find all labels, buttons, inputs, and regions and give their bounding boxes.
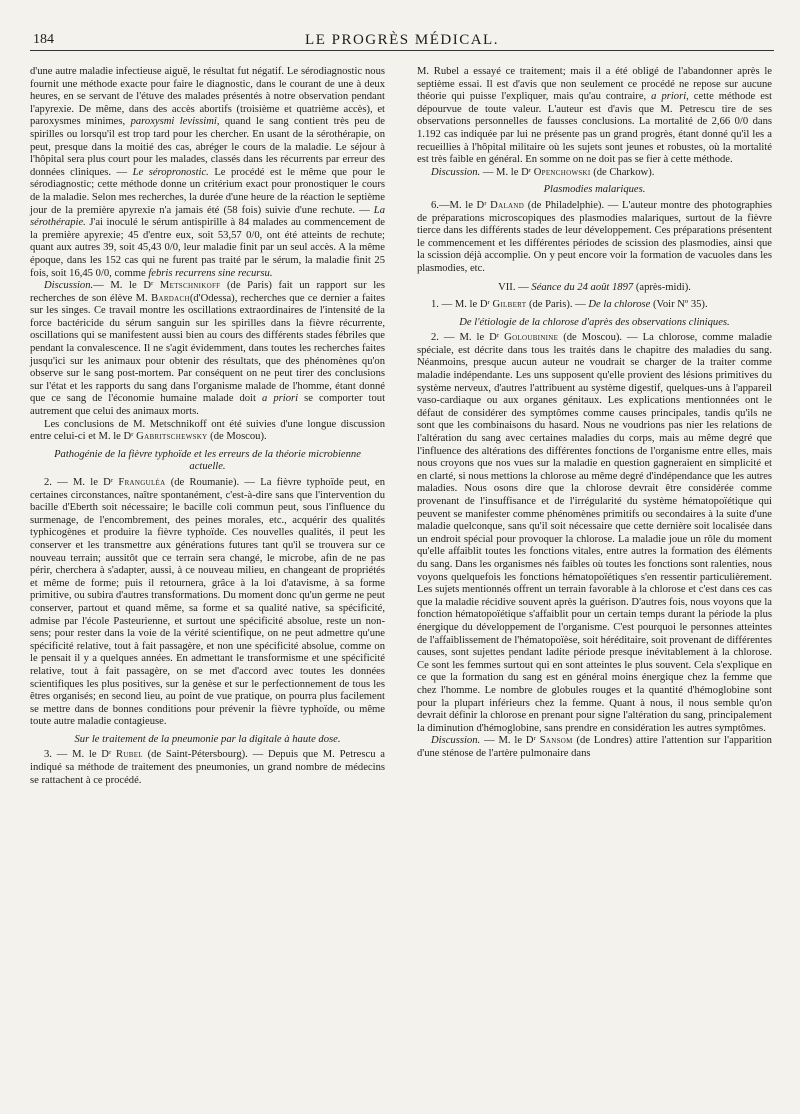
section-heading: Sur le traitement de la pneumonie par la digitale à haute dose. <box>74 733 341 745</box>
paragraph: 6.—M. le Dʳ Daland (de Philadelphie). — L'auteur montre des photographies de préparations microscopiques des plasmodies malariques, surtout de la fièvre tierce dans les différents stades de leur développement. Ces préparations présentent le commencement et les différentes périodes de scission des plasmodies, ainsi que la scission déjà accomplie. On y peut encore voir la formation de vacuoles dans les plasmodies, etc. <box>417 199 772 274</box>
paragraph: M. Rubel a essayé ce traitement; mais il a été obligé de l'abandonner après le septième essai. Il est d'avis que non seulement ce procédé ne repose sur aucune théorie qui puisse l'expliquer, mais qu'au contraire, a priori, cette méthode est dépourvue de toute valeur. L'auteur est d'avis que M. Petrescu tire de ses observations personnelles de fausses conclusions. La mortalité de 2,66 0/0 dans 1.192 cas indiquée par lui ne présente pas un grand progrès, étant donné qu'il les a recueillies à l'hôpital militaire où les sujets sont jeunes et robustes, où la mortalité est très faible en général. En somme on ne doit pas se fier à cette méthode. <box>417 66 772 166</box>
paragraph: 2. — M. le Dʳ Goloubinine (de Moscou). — La chlorose, comme maladie spéciale, est décrite dans tous les traités dans le chapitre des maladies du sang. Néanmoins, presque aucun auteur ne voudrait se charger de la traiter comme maladie indépendante. Les uns supposent qu'elle provient des lésions primitives du système nerveux, d'autres l'attribuent au système digestif, quelques-uns à l'appareil vaso-cardiaque ou aux organes génitaux. Les explications mentionnées ont le défaut de considérer des symptômes comme causes principales, tandis qu'ils ne sont que les combinaisons du hasard. Nous ne voudrions pas nier les relations de l'altération du sang avec certaines maladies du corps, mais au même degré que l'influence des altérations des différentes fonctions de l'organisme entre elles, mais nous croyons que nos vues sur la maladie en question gagneraient en simplicité et en clarté, si nous mettions la chlorose au même degré d'indépendance que les autres maladies. Nous osons dire que la chlorose devrait être considérée comme provenant de l'insuffisance et de l'irrégularité du système hématopoïétique qui peuvent se manifester comme phénomènes primitifs ou secondaires à la suite d'une maladie quelconque, sans qu'il soit nécessaire que cette dernière soit localisée dans un endroit spécial pour provoquer la chlorose. La maladie joue un rôle du moment qu'elle affaiblit toutes les fonctions vitales, entre autres la formation des éléments du sang. Dans les organismes nés faibles où toutes les fonctions sont ralenties, nous voyons quelquefois les fonctions hématopoïétiques s'en ressentir particulièrement. Les sujets mentionnés offrent un terrain favorable à la chlorose et c'est dans ces cas que la maladie récidive souvent après la guérison. D'autres fois, nous voyons que la fonction hématopoïétique s'affaiblit pour un certain temps durant la période la plus énergique du développement de l'organisme. C'est pourquoi le personnes atteintes de l'affaiblissement de l'hématopoïèse, soit héréditaire, soit provenant de différentes causes, sont sujettes pendant ladite période presque inévitablement à la chlorose. Ce sont les femmes surtout qui en sont atteintes le plus souvent. Cela s'explique en ce que la formation du sang est en général moins énergique chez la femme que chez l'homme. Le nombre de globules rouges et la quantité d'hémoglobine sont pour la plupart inférieurs chez la femme. Quant à nous, il nous semble qu'on devrait définir la chlorose en prenant pour signe l'altération du sang, principalement la diminution d'hémoglobine, sans prendre en considération les autres symptômes. <box>417 332 772 734</box>
left-column <box>30 66 385 787</box>
paragraph: Les conclusions de M. Metschnikoff ont été suivies d'une longue discussion entre celui-ci et M. le Dʳ Gabritschewsky (de Moscou). <box>30 418 385 443</box>
section-heading: Pathogénie de la fièvre typhoïde et les erreurs de la théorie microbienne actuelle. <box>54 448 361 473</box>
paragraph: 1. — M. le Dʳ Gilbert (de Paris). — De la chlorose (Voir Nº 35). <box>431 299 708 311</box>
session-heading: VII. — Séance du 24 août 1897 (après-midi). <box>498 281 691 293</box>
section-heading: Plasmodies malariques. <box>543 184 646 196</box>
section-heading: De l'étiologie de la chlorose d'après des observations cliniques. <box>459 316 730 328</box>
paragraph: 3. — M. le Dʳ Rubel (de Saint-Pétersbourg). — Depuis que M. Petrescu a indiqué sa méthode de traitement des pneumonies, un grand nombre de médecins se rattachent à ce procédé. <box>30 749 385 786</box>
page-header <box>30 26 774 51</box>
right-column <box>417 66 772 760</box>
discussion-paragraph: Discussion. — M. le Dʳ Sansom (de Londres) attire l'attention sur l'apparition d'une sténose de l'artère pulmonaire dans <box>417 735 772 759</box>
paragraph: 2. — M. le Dʳ Franguléa (de Roumanie). — La fièvre typhoïde peut, en certaines circonstances, naître spontanément, c'est-à-dire sans que l'intervention du bacille d'Eberth soit nécessaire; le bacille coli commun peut, sous l'influence du surmenage, de l'encombrement, des peines morales, etc., acquérir des qualités typhicogènes et produire la fièvre typhoïde. Ces nouvelles qualités, il peut les conserver et les transmettre aux générations futures tant qu'il se trouvera sur ce nouveau terrain; aussitôt que ce terrain sera changé, le microbe, afin de ne pas périr, cherchera à s'adapter, aussi, à ce nouveau milieu, en changeant de propriétés et même de forme; puis il retournera, grâce à la loi d'atavisme, à sa forme primitive, ou subira d'autres transformations. Du moment donc qu'un germe ne peut conserver, partout et quand même, sa forme et sa qualité native, sa spécificité, admise par l'école Pasteurienne, et surtout une spécificité absolue, reste un non-sens; pour rester dans la voie de la vérité scientifique, on ne peut admettre qu'une spécificité relative, tout à fait passagère, et non une spécificité absolue, comme on le pensait il y a quelques années. En admettant le transformisme et une spécificité relative, tout à fait passagère, on se met d'accord avec toutes les données scientifiques les plus positives, sur la genèse et sur le perfectionnement de tous les êtres organisés; en second lieu, au point de vue pratique, on pourra plus facilement se mettre dans de bonnes conditions pour prévenir la fièvre typhoïde, ou même toute autre maladie contagieuse. <box>30 477 385 728</box>
discussion-paragraph: Discussion.— M. le Dʳ Metschnikoff (de Paris) fait un rapport sur les recherches de son élève M. Bardach(d'Odessa), recherches que ce dernier a faites sur les singes. Ce travail montre les oscillations extraordinaires de l'intensité de la force bactéricide du sérum sanguin sur les spirilles dans la fièvre récurrente, oscillations qui se manifestent aussi bien au cours des différents stades fébriles que pendant la convalescence. Il ne s'agit évidemment, dans toutes les recherches faites jusqu'ici sur les animaux pour obtenir des résultats, que des phénomènes qu'on observe sur le sang post-mortem. Par conséquent on ne peut tirer des conclusions sur l'état et les rapports du sang dans l'organisme malade de l'homme, étant donné que ce sang de l'économie humaine malade doit a priori se comporter tout autrement que celui des animaux morts. <box>30 280 386 418</box>
journal-title: LE PROGRÈS MÉDICAL. <box>305 32 499 48</box>
journal-page <box>30 26 774 1100</box>
discussion-paragraph: Discussion. — M. le Dʳ Openchowski (de Charkow). <box>431 166 655 178</box>
page-number: 184 <box>33 32 54 47</box>
paragraph: d'une autre maladie infectieuse aiguë, le résultat fut négatif. Le sérodiagnostic nous fournit une méthode exacte pour faire le diagnostic, dans le courant de une à deux heures, en se servant de l'étuve des malades présentés à notre observation pendant l'apyrexie. De même, dans des accès abortifs (troisième et quatrième accès), et paroxysmes minimes, paroxysmi levissimi, quand le sang contient très peu de spirilles ou lorsqu'il est trop tard pour les chercher. En usant de la sérothérapie, on peut, presque dans la moitié des cas, abréger le cours de la maladie. Le séjour à l'hôpital sera plus court pour les malades, classés dans les récurrents par erreur des données cliniques. — Le séropronostic. Le procédé est le même que pour le sérodiagnostic; cette méthode donne un critérium exact pour pronostiquer le cours de la maladie. Selon mes recherches, la durée d'une heure de la réaction le septième jour de la première apyrexie n'a jamais été (58 fois) suivie d'une rechute. — La sérothérapie. J'ai inoculé le sérum antispirille à 84 malades au commencement de la première apyrexie; 45 d'entre eux, soit 53,57 0/0, ont été atteints de rechute; quant aux autres 39, soit 45,43 0/0, leur maladie finit par un seul accès. A la même époque, dans les 152 cas qui ne furent pas traité par le sérum, la maladie finit 25 fois, soit 16,45 0/0, comme febris recurrens sine recursu. <box>30 66 386 279</box>
text-columns <box>30 66 774 1100</box>
